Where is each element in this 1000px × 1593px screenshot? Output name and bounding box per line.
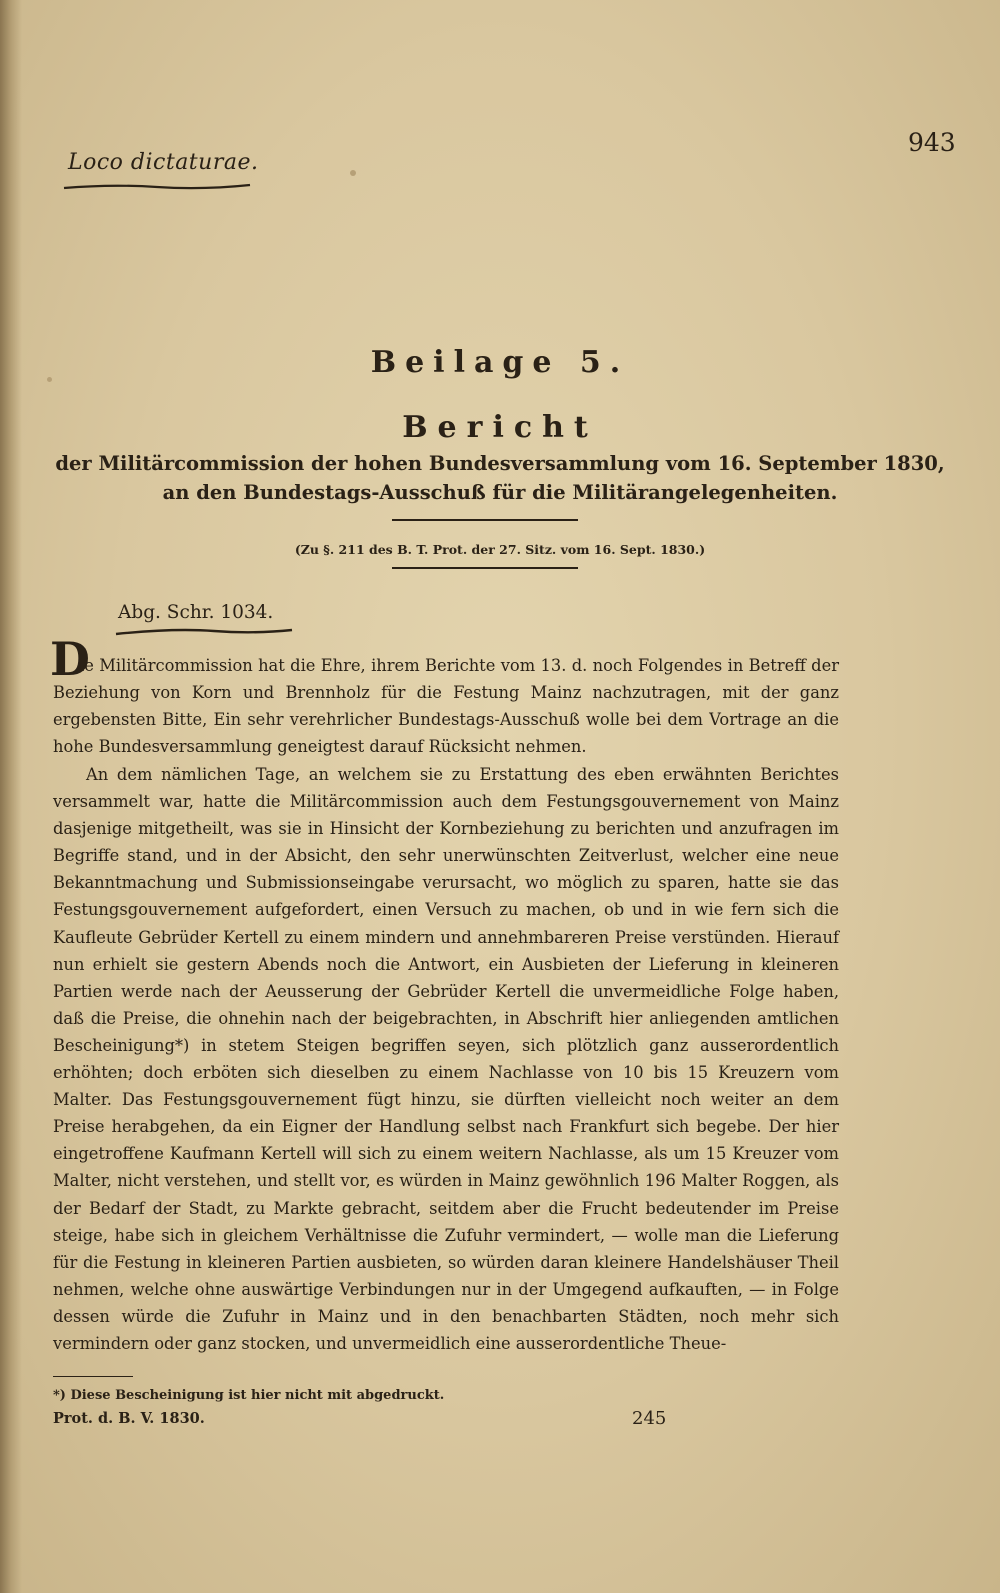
paper-spot (350, 170, 356, 176)
protocol-reference: (Zu §. 211 des B. T. Prot. der 27. Sitz. vom 16. Sept. 1830.) (294, 542, 706, 557)
binding-edge (0, 0, 22, 1593)
body-paragraph-2: An dem nämlichen Tage, an welchem sie zu Erstattung des eben erwähnten Berichtes versammelt war, hatte die Militärcommission auch dem Festungsgouvernement von Mainz dasjenige mitgetheilt, was sie in Hinsicht der Kornbeziehung zu berichten und anzufragen im Begriffe stand, und in der Absicht, den sehr unerwünschten Zeitverlust, welcher eine neue Bekanntmachung und Submissionseingabe verursacht, wo möglich zu sparen, hatte sie das Festungsgouvernement aufgefordert, einen Versuch zu machen, ob und in wie fern sich die Kaufleute Gebrüder Kertell zu einem mindern und annehmbareren Preise verstünden. Hierauf nun erhielt sie gestern Abends noch die Antwort, ein Ausbieten der Lieferung in kleineren Partien werde nach der Aeusserung der Gebrüder Kertell die unvermeidliche Folge haben, daß die Preise, die ohnehin nach der beigebrachten, in Abschrift hier anliegenden amtlichen Bescheinigung*) in stetem Steigen begriffen seyen, sich plötzlich ganz ausserordentlich erhöhten; doch erböten sich dieselben zu einem Nachlasse von 10 bis 15 Kreuzern vom Malter. Das Festungsgouvernement fügt hinzu, sie dürften vielleicht noch weiter an dem Preise herabgehen, da ein Eigner der Handlung selbst nach Frankfurt sich begebe. Der hier eingetroffene Kaufmann Kertell will sich zu einem weitern Nachlasse, als um 15 Kreuzer vom Malter, nicht verstehen, und stellt vor, es würden in Mainz gewöhnlich 196 Malter Roggen, als der Bedarf der Stadt, zu Markte gebracht, seitdem aber die Frucht bedeutender im Preise steige, habe sich in gleichem Verhältnisse die Zufuhr vermindert, — wolle man die Lieferung für die Festung in kleineren Partien ausbieten, so würden daran kleinere Handelshäuser Theil nehmen, welche ohne auswärtige Verbindungen nur in der Umgegend aufkauften, — in Folge dessen würde die Zufuhr in Mainz und in den benachbarten Städten, noch mehr sich vermindern oder ganz stocken, und unvermeidlich eine ausserordentliche Theue- (53, 765, 839, 1353)
abg-swash-ornament (114, 626, 294, 638)
body-paragraph-1: ie Militärcommission hat die Ehre, ihrem Berichte vom 13. d. noch Folgendes in Betreff der Beziehung von Korn und Brennholz für die Festung Mainz nachzutragen, mit der ganz ergebensten Bitte, Ein sehr verehrlicher Bundestags-Ausschuß wolle bei dem Vortrage an die hohe Bundesversammlung geneigtest darauf Rücksicht nehmen. (53, 656, 839, 757)
footer-protocol-label: Prot. d. B. V. 1830. (53, 1410, 205, 1427)
page-number: 943 (908, 128, 956, 157)
title-swash-ornament (62, 180, 252, 194)
report-subtitle-line-2: an den Bundestags-Ausschuß für die Militärangelegenheiten. (162, 481, 838, 504)
divider-rule (392, 567, 578, 569)
report-title: Bericht (402, 410, 598, 445)
divider-rule (392, 519, 578, 521)
drop-capital: D (50, 632, 90, 686)
footnote: *) Diese Bescheinigung ist hier nicht mit abgedruckt. (53, 1388, 445, 1403)
footnote-rule (53, 1376, 133, 1377)
appendix-title: Beilage 5. (370, 345, 630, 380)
report-subtitle-line-1: der Militärcommission der hohen Bundesversammlung vom 16. September 1830, (55, 452, 945, 475)
document-number: Abg. Schr. 1034. (118, 602, 274, 623)
footer-sheet-number: 245 (632, 1408, 667, 1429)
running-title: Loco dictaturae. (68, 150, 259, 175)
